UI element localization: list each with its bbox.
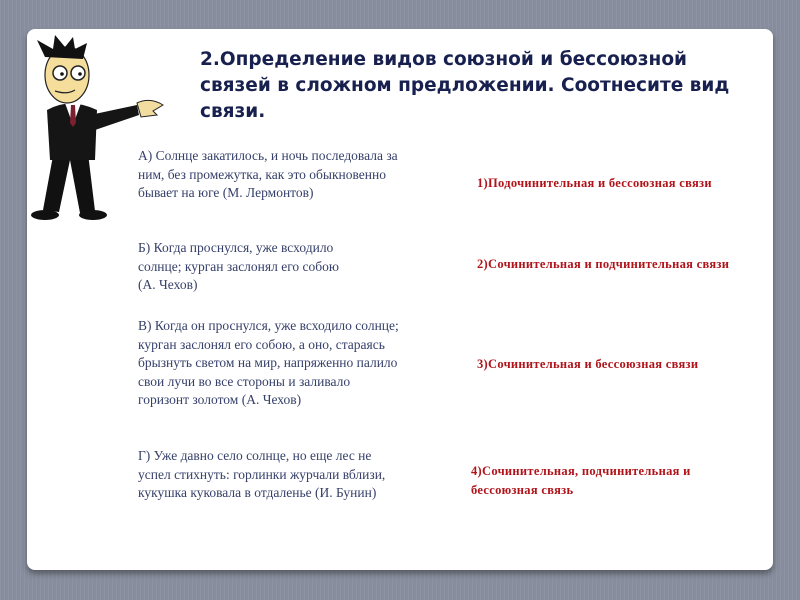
sentence-a: А) Солнце закатилось, и ночь последовала за ним, без промежутка, как это обыкновенно бывает на юге (М. Лермонтов) — [138, 148, 398, 200]
answer-4: 4)Сочинительная, подчинительная и бессоюзная связь — [471, 464, 695, 497]
answer-2: 2)Сочинительная и подчинительная связи — [477, 257, 730, 271]
answer-3: 3)Сочинительная и бессоюзная связи — [477, 357, 699, 371]
slide-title: 2.Определение видов союзной и бессоюзной связей в сложном предложении. Соотнесите вид связи. — [200, 49, 730, 122]
sentence-b: Б) Когда проснулся, уже всходило солнце; курган заслонял его собою (А. Чехов) — [138, 240, 339, 292]
sentence-v: В) Когда он проснулся, уже всходило солнце; курган заслонял его собою, а оно, стараясь брызнуть светом на мир, напряженно палило свои лучи во все стороны и заливало горизонт золотом (А. Чехов) — [138, 318, 399, 407]
sentence-g: Г) Уже давно село солнце, но еще лес не успел стихнуть: горлинки журчали вблизи, кукушка куковала в отдаленье (И. Бунин) — [138, 448, 386, 500]
answer-1: 1)Подочинительная и бессоюзная связи — [477, 176, 712, 190]
